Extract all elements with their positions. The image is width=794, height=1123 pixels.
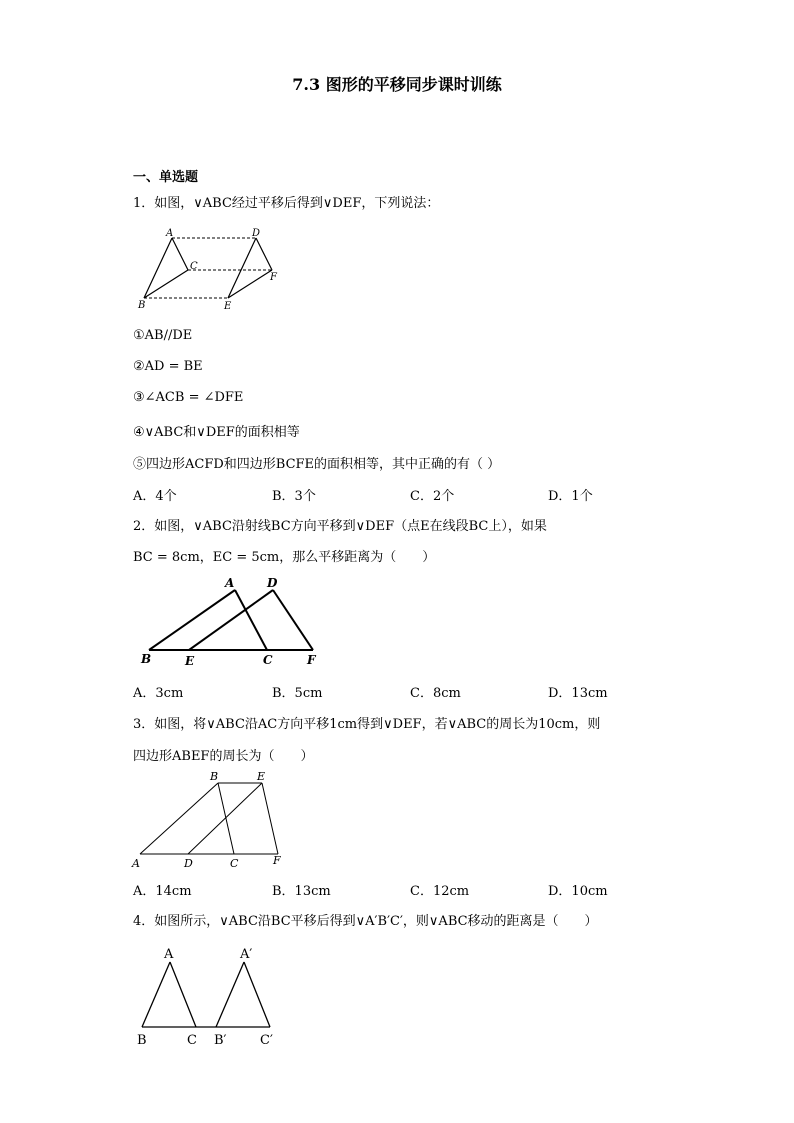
section-heading: 一、单选题 [133, 170, 199, 185]
q3-seg-EF [262, 783, 278, 854]
q1-statement-5: ⑤四边形ACFD和四边形BCFE的面积相等，其中正确的有（ ） [133, 457, 501, 472]
q4-label-C: C [187, 1033, 197, 1048]
q2-label-F: F [307, 653, 316, 667]
q1-label-A: A [166, 228, 174, 239]
q3-label-E: E [257, 770, 266, 783]
q2-stem-line2: BC = 8cm，EC = 5cm，那么平移距离为（ ） [133, 550, 436, 565]
q2-option-b[interactable]: B．5cm [272, 686, 323, 701]
q4-label-B-prime: B′ [214, 1033, 227, 1048]
q1-label-C: C [190, 261, 198, 272]
q2-option-a[interactable]: A．3cm [133, 686, 184, 701]
q1-seg-DF [256, 238, 272, 270]
q2-option-d[interactable]: D．13cm [548, 686, 608, 701]
q4-label-A: A [164, 947, 174, 962]
q3-label-B: B [210, 770, 219, 783]
q4-seg-A2C2 [244, 962, 270, 1027]
q3-option-d[interactable]: D．10cm [548, 884, 608, 899]
q2-label-D: D [267, 576, 278, 590]
q1-option-b[interactable]: B．3个 [272, 489, 316, 504]
q2-label-E: E [185, 654, 195, 668]
q4-label-B: B [137, 1033, 147, 1048]
q1-option-a[interactable]: A．4个 [133, 489, 177, 504]
q3-option-a[interactable]: A．14cm [133, 884, 192, 899]
q3-seg-BC [218, 783, 234, 854]
q3-seg-DE [188, 783, 262, 854]
q1-label-F: F [270, 272, 277, 283]
q1-label-B: B [138, 300, 146, 311]
q1-option-d[interactable]: D．1个 [548, 489, 593, 504]
q1-statement-1: ①AB//DE [133, 328, 193, 343]
q2-figure [135, 574, 325, 670]
q3-stem-line2: 四边形ABEF的周长为（ ） [133, 749, 314, 764]
q2-seg-AC [235, 590, 267, 650]
q1-statement-4: ④∨ABC和∨DEF的面积相等 [133, 425, 300, 440]
q3-seg-AB [140, 783, 218, 854]
q1-statement-2: ②AD = BE [133, 359, 203, 374]
q2-stem-line1: 2．如图，∨ABC沿射线BC方向平移到∨DEF（点E在线段BC上），如果 [133, 519, 547, 534]
q1-option-c[interactable]: C．2个 [410, 489, 455, 504]
q4-stem: 4．如图所示，∨ABC沿BC平移后得到∨A′B′C′，则∨ABC移动的距离是（ ） [133, 914, 598, 929]
q2-seg-DE [189, 590, 273, 650]
q1-stem: 1．如图，∨ABC经过平移后得到∨DEF，下列说法： [133, 196, 440, 211]
q2-label-B: B [141, 652, 152, 666]
q1-seg-AC [172, 238, 188, 270]
q3-option-b[interactable]: B．13cm [272, 884, 331, 899]
q4-label-A-prime: A′ [240, 947, 253, 962]
q3-label-D: D [184, 857, 193, 870]
q1-statement-3: ③∠ACB = ∠DFE [133, 390, 244, 405]
q4-label-C-prime: C′ [260, 1033, 273, 1048]
q3-figure [130, 767, 290, 873]
q3-label-F: F [273, 854, 281, 867]
q2-label-C: C [263, 653, 273, 667]
q3-stem-line1: 3．如图，将∨ABC沿AC方向平移1cm得到∨DEF，若∨ABC的周长为10cm，则 [133, 717, 601, 732]
q1-label-D: D [252, 228, 261, 239]
q4-seg-AB [142, 962, 170, 1027]
q3-label-C: C [230, 857, 239, 870]
q3-label-A: A [132, 857, 140, 870]
q3-option-c[interactable]: C．12cm [410, 884, 470, 899]
q2-label-A: A [225, 576, 235, 590]
q4-seg-A2B2 [216, 962, 244, 1027]
q2-option-c[interactable]: C．8cm [410, 686, 461, 701]
q4-figure [132, 940, 292, 1052]
page-title: 7.3 图形的平移同步课时训练 [292, 75, 502, 94]
q1-figure [130, 222, 290, 314]
q2-seg-DF [273, 590, 313, 650]
q4-seg-AC [170, 962, 196, 1027]
q1-label-E: E [224, 301, 232, 312]
q2-seg-AB [149, 590, 235, 650]
